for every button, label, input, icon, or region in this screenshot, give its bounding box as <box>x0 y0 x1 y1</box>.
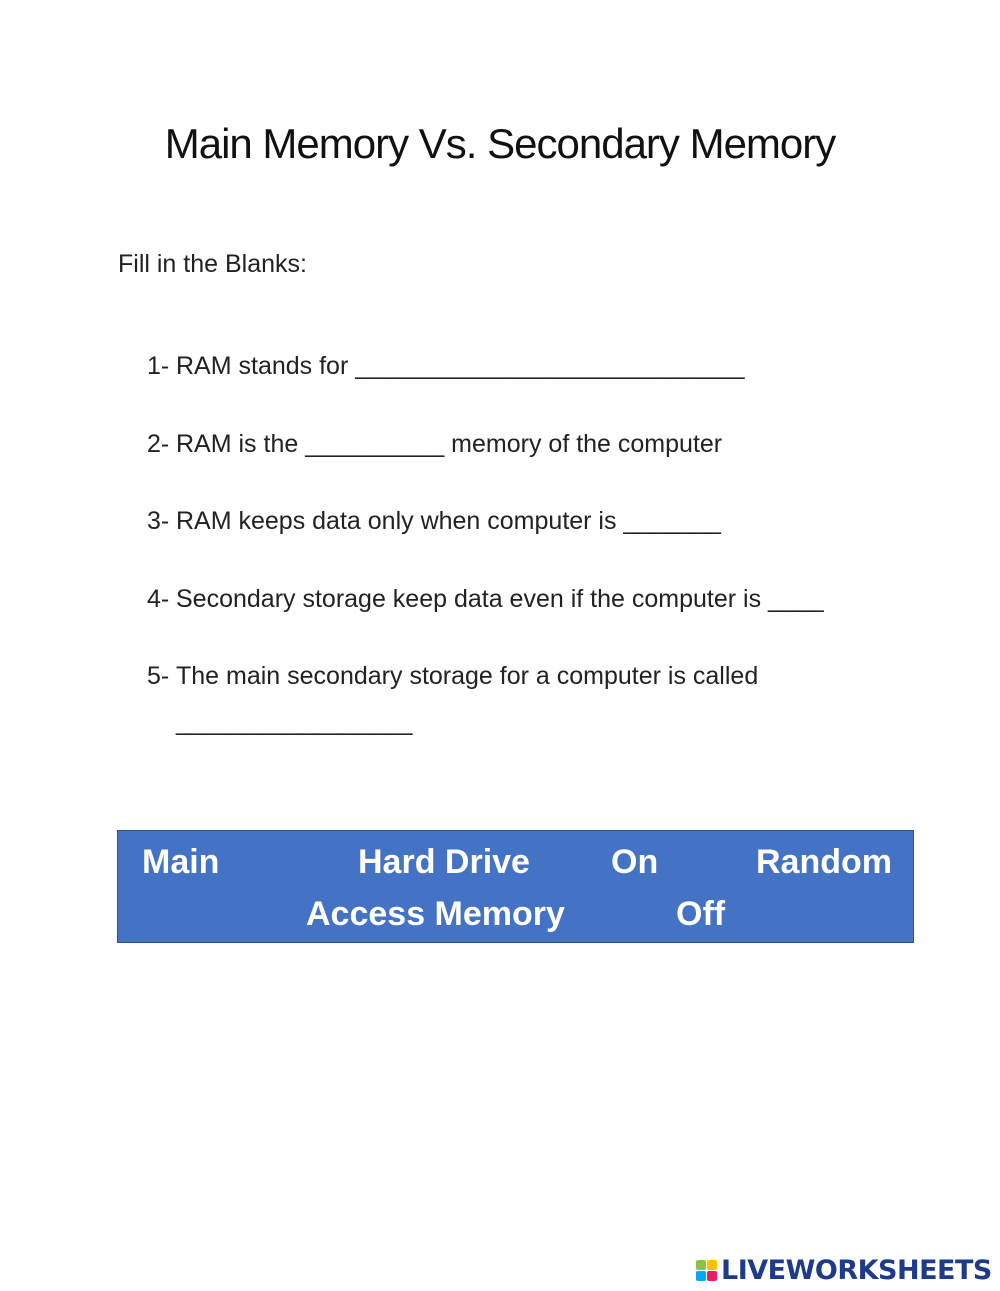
question-2 <box>147 430 722 459</box>
word-on: On <box>611 843 659 881</box>
question-number: 4- <box>147 585 170 613</box>
question-text: RAM keeps data only when computer is _______ <box>176 507 721 535</box>
question-number: 5- <box>147 662 170 690</box>
word-main: Main <box>142 843 220 881</box>
logo-icon <box>696 1260 717 1281</box>
worksheet-title: Main Memory Vs. Secondary Memory <box>164 120 836 167</box>
word-bank <box>117 830 914 943</box>
question-1 <box>147 352 745 381</box>
question-text: RAM stands for ____________________________ <box>176 352 745 380</box>
question-text: RAM is the __________ memory of the computer <box>176 430 723 458</box>
question-number: 1- <box>147 352 170 380</box>
question-5 <box>147 662 758 691</box>
word-access-memory: Access Memory <box>306 895 565 933</box>
question-number: 2- <box>147 430 170 458</box>
word-hard-drive: Hard Drive <box>358 843 530 881</box>
question-text: The main secondary storage for a computer is called <box>176 662 759 690</box>
word-off: Off <box>676 895 726 933</box>
question-4 <box>147 585 824 614</box>
logo-text: LIVEWORKSHEETS <box>721 1254 992 1286</box>
liveworksheets-logo <box>696 1253 992 1287</box>
question-text: Secondary storage keep data even if the computer is ____ <box>176 585 824 613</box>
question-3 <box>147 507 721 536</box>
question-number: 3- <box>147 507 170 535</box>
question-5-blank: _________________ <box>176 708 413 736</box>
word-random: Random <box>756 843 892 881</box>
instruction-text: Fill in the Blanks: <box>118 250 307 278</box>
